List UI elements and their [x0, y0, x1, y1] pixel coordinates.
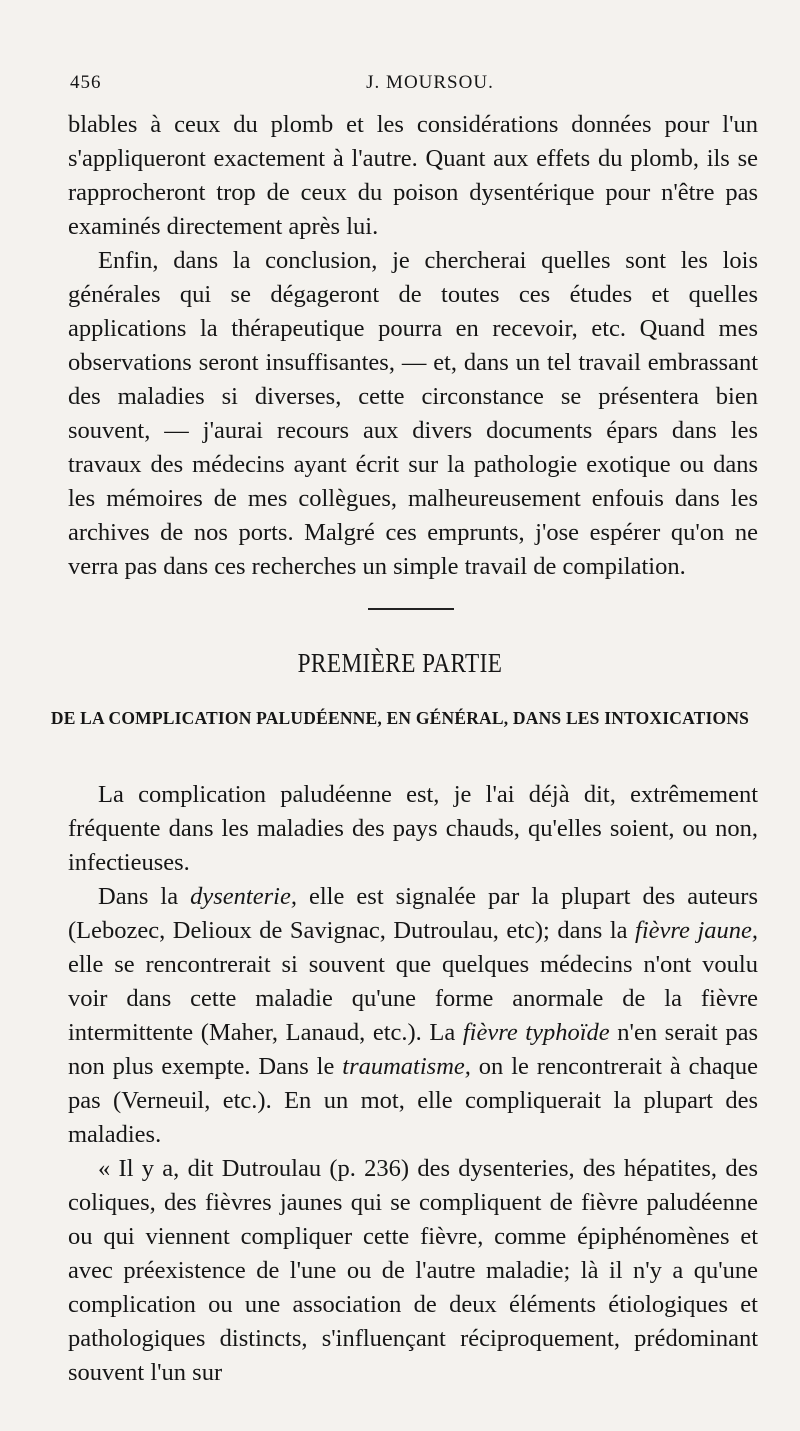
italic-term-fievre-typhoide: fièvre typhoïde	[462, 1019, 610, 1046]
paragraph-complication: La complication paludéenne est, je l'ai déjà dit, extrêmement fréquente dans les maladies des pays chauds, qu'elles soient, ou non, infectieuses.	[68, 781, 758, 876]
italic-term-dysenterie: dysenterie,	[190, 883, 297, 910]
page-number: 456	[70, 72, 102, 93]
text-run: n'en serait pas non plus exempte. Dans le	[68, 1019, 758, 1080]
text-run: elle est signalée par la plupart des auteurs (Lebozec, Delioux de Savignac, Dutroulau, etc); dans la	[68, 883, 758, 944]
text-run: on le rencontrerait à chaque pas (Verneuil, etc.). En un mot, elle compliquerait la plupart des maladies.	[68, 1053, 758, 1148]
paragraph-continuation: blables à ceux du plomb et les considérations données pour l'un s'appliqueront exactement à l'autre. Quant aux effets du plomb, ils se rapprocheront trop de ceux du poison dysentérique pour n'être pas examinés directement après lui.	[68, 111, 758, 240]
paragraph-dutroulau-quote: « Il y a, dit Dutroulau (p. 236) des dysenteries, des hépatites, des coliques, des fièvres jaunes qui se compliquent de fièvre paludéenne ou qui viennent compliquer cette fièvre, comme épiphénomènes et avec préexistence de l'une ou de l'autre maladie; là il n'y a qu'une complication ou une association de deux éléments étiologiques et pathologiques distincts, s'influençant réciproquement, prédominant souvent l'un sur	[68, 1155, 758, 1386]
section-title: DE LA COMPLICATION PALUDÉENNE, EN GÉNÉRAL, DANS LES INTOXICATIONS	[50, 708, 750, 728]
text-run: elle se rencontrerait si souvent que quelques médecins n'ont voulu voir dans cette maladie qu'une forme anormale de la fièvre intermittente (Maher, Lanaud, etc.). La	[68, 951, 758, 1046]
part-title: PREMIÈRE PARTIE	[297, 648, 503, 678]
section-text-block	[68, 778, 758, 1390]
paragraph-conclusion-plan: Enfin, dans la conclusion, je chercherai quelles sont les lois générales qui se dégageront de toutes ces études et quelles applications la thérapeutique pourra en recevoir, etc. Quand mes observations seront insuffisantes, — et, dans un tel travail embrassant des maladies si diverses, cette circonstance se présentera bien souvent, — j'aurai recours aux divers documents épars dans les travaux des médecins ayant écrit sur la pathologie exotique ou dans les mémoires de mes collègues, malheureusement enfouis dans les archives de nos ports. Malgré ces emprunts, j'ose espérer qu'on ne verra pas dans ces recherches un simple travail de compilation.	[68, 247, 758, 580]
paragraph-diseases	[68, 880, 758, 1152]
intro-text-block	[68, 108, 758, 584]
running-author: J. MOURSOU.	[366, 72, 494, 93]
italic-term-traumatisme: traumatisme,	[342, 1053, 471, 1080]
section-divider	[368, 608, 454, 610]
italic-term-fievre-jaune: fièvre jaune,	[635, 917, 758, 944]
text-run: Dans la	[98, 883, 191, 910]
running-header	[70, 72, 750, 102]
